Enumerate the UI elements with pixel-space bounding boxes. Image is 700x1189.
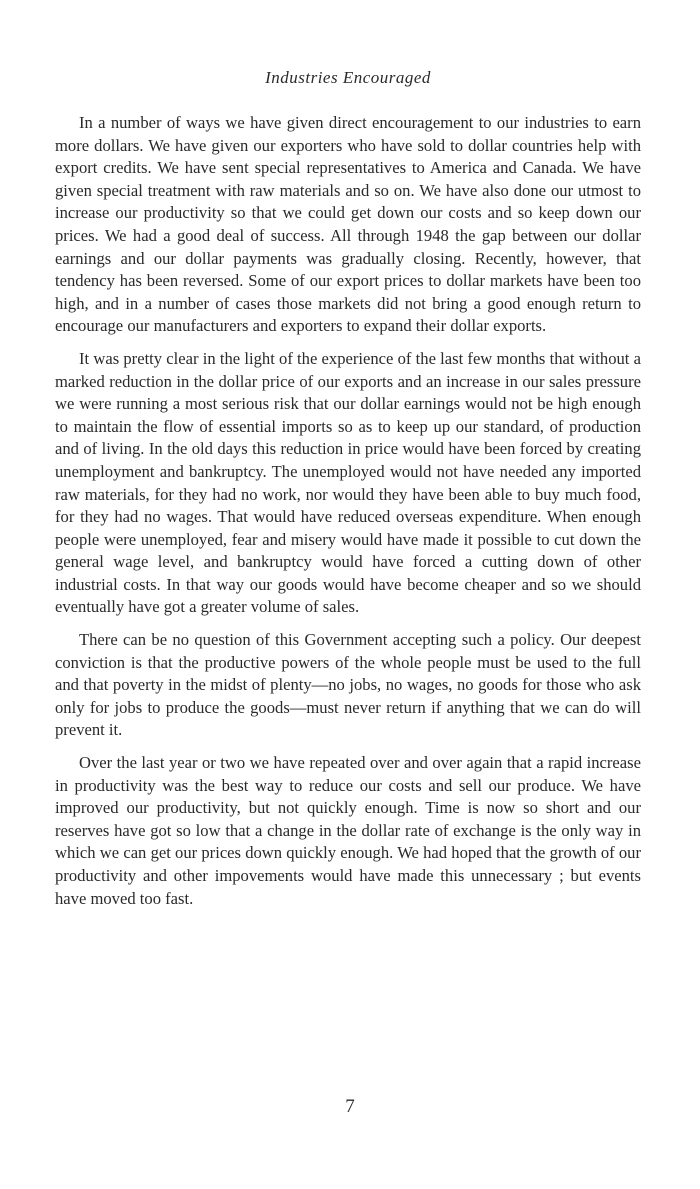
running-head: Industries Encouraged <box>265 68 431 87</box>
paragraph-3: There can be no question of this Government accepting such a policy. Our deepest conviction is that the productive powers of the whole people must be used to the full and that poverty in the midst of plenty—no jobs, no wages, no goods for those who ask only for jobs to produce the goods—must never return if anything that we can do will prevent it. <box>55 630 641 740</box>
paragraph-1: In a number of ways we have given direct encouragement to our industries to earn more dollars. We have given our exporters who have sold to dollar countries help with export credits. We have sent special representatives to America and Canada. We have given special treatment with raw materials and so on. We have also done our utmost to increase our productivity so that we could get down our costs and so keep down our prices. We had a good deal of success. All through 1948 the gap between our dollar earnings and our dollar payments was gradually closing. Recently, however, that tendency has been reversed. Some of our export prices to dollar markets have been too high, and in a number of cases those markets did not bring a good enough return to encourage our manufacturers and exporters to expand their dollar exports. <box>55 113 641 336</box>
page-number: 7 <box>345 1096 355 1117</box>
paragraph-2: It was pretty clear in the light of the experience of the last few months that without a marked reduction in the dollar price of our exports and an increase in our sales pressure we were running a most serious risk that our dollar earnings would not be high enough to maintain the flow of essential imports so as to keep up our standard, of production and of living. In the old days this reduction in price would have been forced by creating unemployment and bankruptcy. The unemployed would not have needed any imported raw materials, for they had no work, nor would they have been able to buy much food, for they had no wages. That would have reduced overseas expenditure. When enough people were unemployed, fear and misery would have made it possible to cut down the general wage level, and bankruptcy would have forced a cutting down of other industrial costs. In that way our goods would have become cheaper and so we should eventually have got a greater volume of sales. <box>55 348 641 617</box>
paragraph-4: Over the last year or two we have repeated over and over again that a rapid increase in productivity was the best way to reduce our costs and sell our produce. We have improved our productivity, but not quickly enough. Time is now so short and our reserves have got so low that a change in the dollar rate of exchange is the only way in which we can get our prices down quickly enough. We had hoped that the growth of our productivity and other impovements would have made this unnecessary ; but events have moved too fast. <box>55 753 641 908</box>
page-body <box>55 68 641 920</box>
